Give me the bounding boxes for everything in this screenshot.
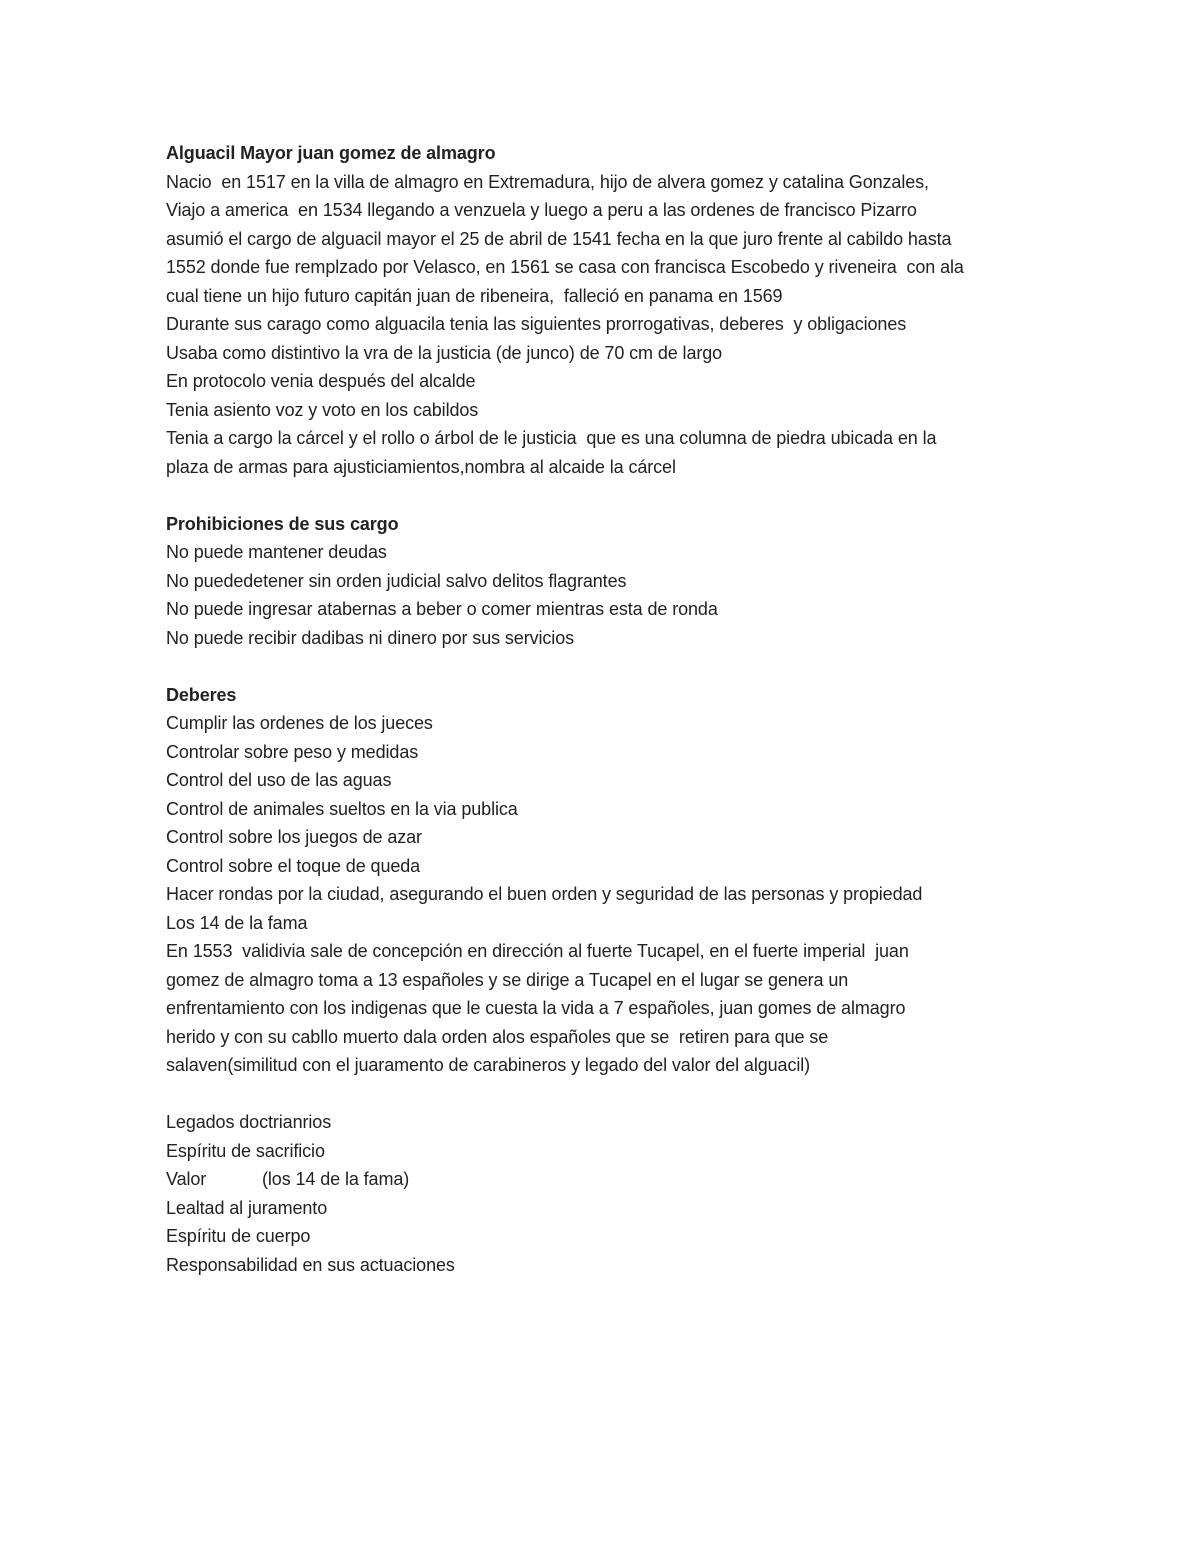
paragraph-line: Viajo a america en 1534 llegando a venzuela y luego a peru a las ordenes de francisco Pizarro <box>166 200 917 220</box>
list-item: Control del uso de las aguas <box>166 770 392 790</box>
blank-line <box>166 481 1066 510</box>
paragraph-line: enfrentamiento con los indigenas que le cuesta la vida a 7 españoles, juan gomes de almagro <box>166 998 906 1018</box>
list-item: Control de animales sueltos en la via publica <box>166 798 518 819</box>
paragraph-line: Usaba como distintivo la vra de la justicia (de junco) de 70 cm de largo <box>166 342 723 363</box>
list-item: Cumplir las ordenes de los jueces <box>166 713 433 733</box>
paragraph-line: plaza de armas para ajusticiamientos,nombra al alcaide la cárcel <box>166 456 676 477</box>
list-item: Los 14 de la fama <box>166 912 308 933</box>
paragraph-line: En 1553 validivia sale de concepción en dirección al fuerte Tucapel, en el fuerte imperial juan <box>166 941 909 961</box>
blank-line <box>166 1080 1066 1109</box>
document-page <box>166 139 1066 1279</box>
section-title-prohibiciones: Prohibiciones de sus cargo <box>166 513 399 534</box>
paragraph-line: asumió el cargo de alguacil mayor el 25 de abril de 1541 fecha en la que juro frente al cabildo hasta <box>166 228 952 249</box>
list-item: No puede ingresar atabernas a beber o comer mientras esta de ronda <box>166 599 718 619</box>
paragraph-line: En protocolo venia después del alcalde <box>166 371 476 391</box>
paragraph-line: gomez de almagro toma a 13 españoles y se dirige a Tucapel en el lugar se genera un <box>166 969 849 990</box>
paragraph-line: cual tiene un hijo futuro capitán juan de ribeneira, falleció en panama en 1569 <box>166 285 783 306</box>
valor-note: (los 14 de la fama) <box>262 1169 410 1189</box>
list-item: No puededetener sin orden judicial salvo delitos flagrantes <box>166 570 627 591</box>
list-item: Responsabilidad en sus actuaciones <box>166 1254 455 1275</box>
list-item: Controlar sobre peso y medidas <box>166 741 419 762</box>
list-item-valor <box>166 1165 1066 1194</box>
list-item: Control sobre el toque de queda <box>166 855 421 876</box>
valor-label: Valor <box>166 1169 207 1189</box>
blank-line <box>166 652 1066 681</box>
paragraph-line: Durante sus carago como alguacila tenia las siguientes prorrogativas, deberes y obligaciones <box>166 314 907 334</box>
paragraph-line: herido y con su cabllo muerto dala orden alos españoles que se retiren para que se <box>166 1026 829 1047</box>
list-item: No puede recibir dadibas ni dinero por sus servicios <box>166 627 575 648</box>
paragraph-line: Tenia a cargo la cárcel y el rollo o árbol de le justicia que es una columna de piedra ubicada en la <box>166 428 937 448</box>
paragraph-line: Nacio en 1517 en la villa de almagro en Extremadura, hijo de alvera gomez y catalina Gonzales, <box>166 171 929 192</box>
paragraph-line: salaven(similitud con el juaramento de carabineros y legado del valor del alguacil) <box>166 1055 811 1075</box>
list-item: Control sobre los juegos de azar <box>166 827 422 847</box>
list-item: Lealtad al juramento <box>166 1197 328 1218</box>
paragraph-line: 1552 donde fue remplzado por Velasco, en 1561 se casa con francisca Escobedo y riveneira con ala <box>166 257 964 277</box>
list-item: Espíritu de cuerpo <box>166 1226 311 1246</box>
list-item: Espíritu de sacrificio <box>166 1140 325 1161</box>
paragraph-line: Tenia asiento voz y voto en los cabildos <box>166 399 479 420</box>
list-item: No puede mantener deudas <box>166 542 387 562</box>
section-title-deberes: Deberes <box>166 684 237 705</box>
list-item: Legados doctrianrios <box>166 1112 332 1132</box>
section-title-alguacil: Alguacil Mayor juan gomez de almagro <box>166 143 496 163</box>
list-item: Hacer rondas por la ciudad, asegurando el buen orden y seguridad de las personas y propiedad <box>166 884 923 904</box>
